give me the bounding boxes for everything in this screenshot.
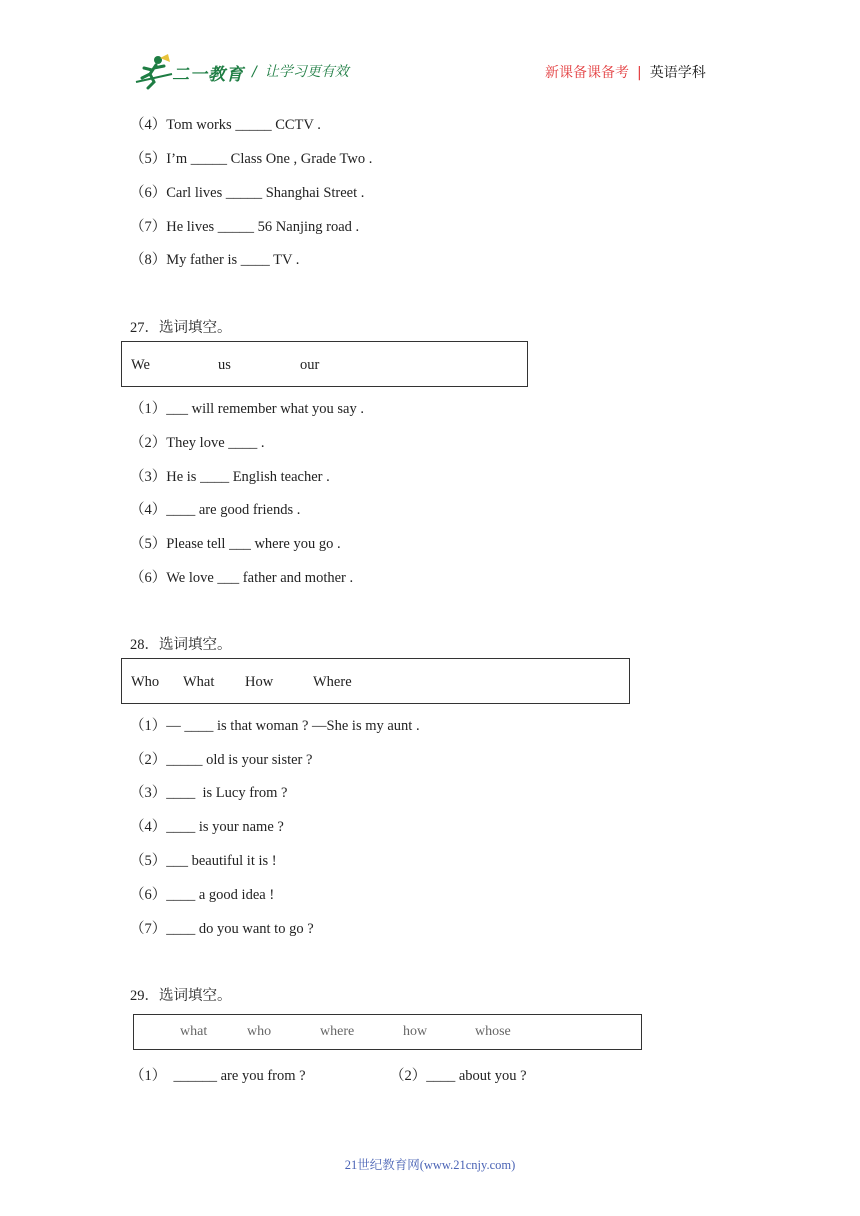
q28-word: Where [313,674,352,690]
q28-item-1: （1）— ____ is that woman ? —She is my aunt . [130,718,420,734]
q27-item-1: （1）___ will remember what you say . [130,401,364,417]
q29-word: how [403,1024,428,1039]
q28-item-5: （5）___ beautiful it is ! [130,853,277,869]
q29-item-1: （1） ______ are you from ? [130,1068,306,1084]
q29-item-2: （2）____ about you ? [390,1068,527,1084]
q28-item-6: （6）____ a good idea ! [130,887,275,903]
q27-item-6: （6）We love ___ father and mother . [130,570,354,586]
slogan: / 让学习更有效 [252,64,349,80]
q28-word: How [245,674,274,690]
q28-item-4: （4）____ is your name ? [130,819,284,835]
q27-word: We [131,357,150,373]
q28-word: What [183,674,215,690]
q27-item-2: （2）They love ____ . [130,435,265,451]
q29-word: where [320,1024,355,1039]
q27-item-3: （3）He is ____ English teacher . [130,469,330,485]
logo-text: 二一教育 [172,65,244,85]
q26-item-7: （7）He lives _____ 56 Nanjing road . [130,219,360,235]
q26-item-8: （8）My father is ____ TV . [130,252,300,268]
q29-word-box [133,1014,642,1050]
q28-item-3: （3）____ is Lucy from ? [130,785,288,801]
q27-word: our [300,357,320,373]
q29-word: who [247,1024,272,1039]
q28-word-box [121,658,630,704]
q26-item-6: （6）Carl lives _____ Shanghai Street . [130,185,365,201]
q27-word-box [121,341,528,387]
q28-item-7: （7）____ do you want to go ? [130,921,314,937]
q27-item-5: （5）Please tell ___ where you go . [130,536,341,552]
page-header [0,0,860,100]
q29-word: what [180,1024,208,1039]
q27-word: us [218,357,231,373]
q29-word: whose [475,1024,511,1039]
page-footer: 21世纪教育网(www.21cnjy.com) [344,1158,516,1172]
q28-word: Who [131,674,160,690]
q26-item-4: （4）Tom works _____ CCTV . [130,117,321,133]
q27-item-4: （4）____ are good friends . [130,502,301,518]
q28-title: 28．选词填空。 [130,637,232,653]
header-subject-note: 新课备课备考 | 英语学科 [545,65,706,81]
q27-title: 27．选词填空。 [130,320,232,336]
q28-item-2: （2）_____ old is your sister ? [130,752,313,768]
q29-title: 29．选词填空。 [130,988,232,1004]
q26-item-5: （5）I’m _____ Class One , Grade Two . [130,151,373,167]
